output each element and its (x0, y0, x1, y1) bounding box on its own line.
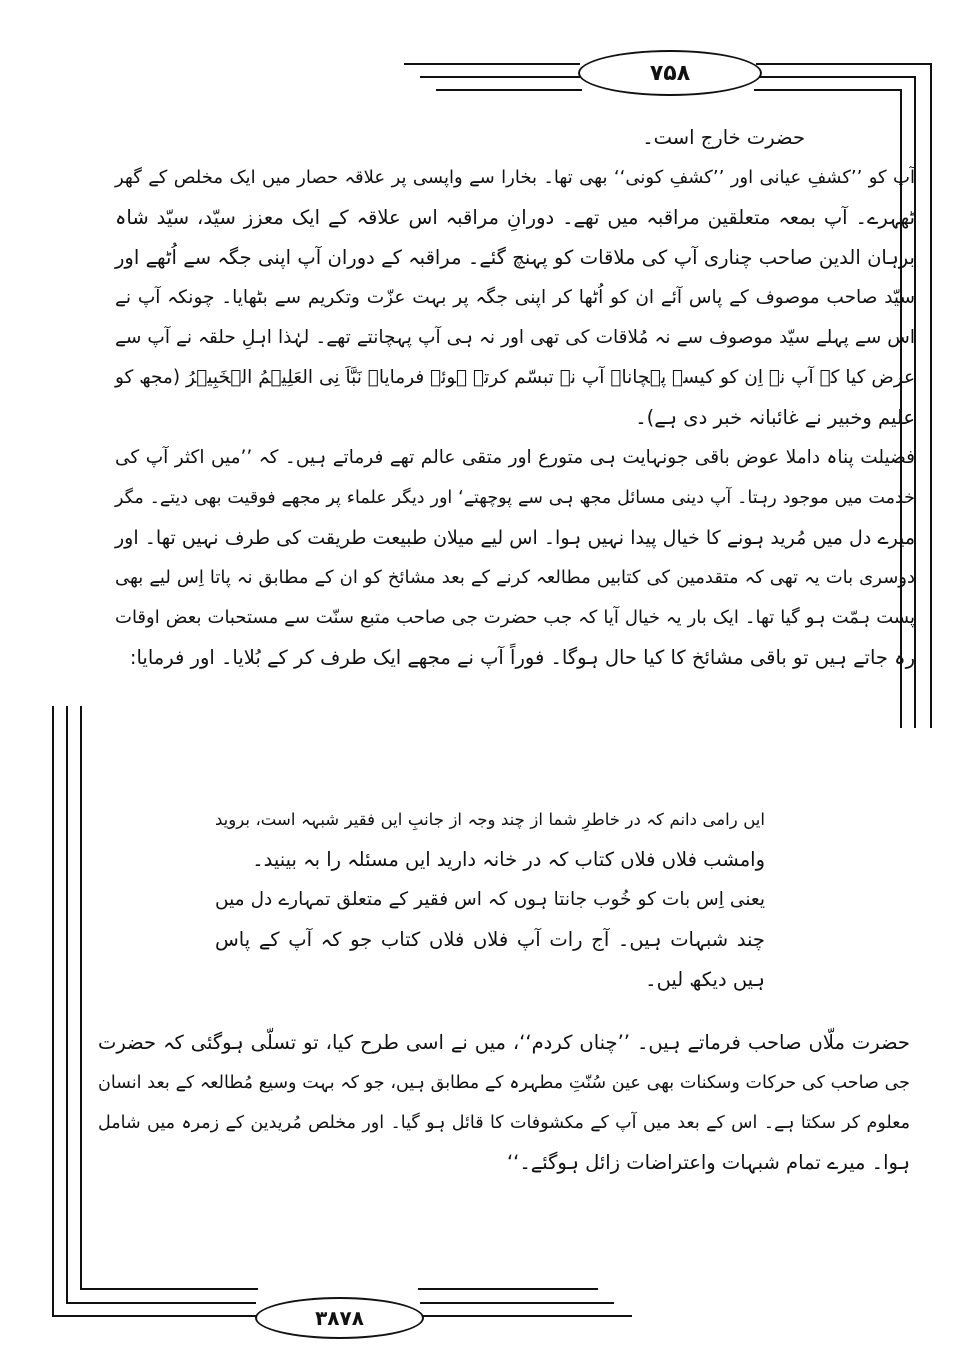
text-line: ہوا۔ میرے تمام شبہات واعتراضات زائل ہوگئے۔‘‘ (506, 1151, 910, 1174)
frame-line (756, 63, 932, 65)
frame-line (436, 89, 582, 91)
frame-line (66, 706, 68, 1303)
text-line: عرض کیا کہ آپ نے اِن کو کیسے پہچانا۔ آپ نے تبسّم کرتے ہوئے فرمایا۔ نَبَّاَ نِی العَلِیۡمُ الۡخَبِیۡرُ (مجھ کو (115, 367, 915, 388)
frame-line (66, 1302, 256, 1304)
text-line: دوسری بات یہ تھی کہ متقدمین کی کتابیں مطالعہ کرنے کے بعد مشائخ کو ان کے مطابق نہ پاتا اِس لیے بھی (115, 567, 915, 588)
text-line: آپ کو ’’کشفِ عیانی اور ’’کشفِ کونی‘‘ بھی تھا۔ بخارا سے واپسی پر علاقہ حصار میں ایک مخلص کے گھر (115, 167, 915, 188)
text-line: میرے دل میں مُرید ہونے کا خیال پیدا نہیں ہوا۔ اس لیے میلان طبیعت طریقت کی طرف نہیں تھا۔ اور (115, 527, 915, 549)
frame-line (756, 76, 916, 78)
upper-paragraphs (115, 118, 915, 678)
text-line: معلوم کر سکتا ہے۔ اس کے بعد میں آپ کے مکشوفات کا قائل ہو گیا۔ اور مخلص مُریدین کے زمرہ میں شامل (98, 1113, 910, 1133)
quote-block (215, 800, 765, 1000)
frame-line (418, 1288, 598, 1290)
text-line: اس سے پہلے سیّد موصوف سے نہ مُلاقات کی تھی اور نہ ہی آپ پہچانتے تھے۔ لہٰذا اہلِ حلقہ نے آپ سے (115, 327, 915, 348)
quote-line: چند شبہات ہیں۔ آج رات آپ فلاں فلاں کتاب جو کہ آپ کے پاس (215, 928, 765, 951)
frame-line (418, 1315, 632, 1317)
text-line: سیّد صاحب موصوف کے پاس آئے ان کو اُٹھا کر اپنی جگہ پر بہت عزّت وتکریم سے بٹھایا۔ چونکہ آپ نے (115, 287, 915, 308)
text-line: جی صاحب کی حرکات وسکنات بھی عین سُنّتِ مطہرہ کے مطابق ہیں، جو کہ بہت وسیع مُطالعہ کے بعد انسان (98, 1073, 910, 1093)
frame-line (930, 63, 932, 728)
text-line: ٹھہرے۔ آپ بمعہ متعلقین مراقبہ میں تھے۔ دورانِ مراقبہ اس علاقہ کے ایک معزز سیّد، سیّد شاہ (115, 206, 915, 229)
frame-line (754, 89, 902, 91)
frame-line (52, 706, 54, 1316)
text-line: حضرت ملّاں صاحب فرماتے ہیں۔ ’’چناں کردم‘‘، میں نے اسی طرح کیا، تو تسلّی ہوگئی کہ حضرت (98, 1031, 910, 1054)
frame-line (80, 1288, 258, 1290)
text-line: خدمت میں موجود رہتا۔ آپ دینی مسائل مجھ ہی سے پوچھتے‘ اور دیگر علماء پر مجھے فوقیت بھی دیتے۔ مگر (115, 488, 915, 508)
text-line: حضرت خارج است۔ (642, 126, 805, 149)
quote-line: ایں رامی دانم کہ در خاطرِ شما از چند وجہ از جانبِ ایں فقیر شبہہ است، بروید (215, 810, 765, 829)
text-line: برہان الدین صاحب چناری آپ کی ملاقات کو پہنچ گئے۔ مراقبہ کے دوران آپ اپنی جگہ سے اُٹھے اور (115, 246, 915, 269)
lower-paragraph (98, 1023, 910, 1183)
text-line: علیم وخبیر نے غائبانہ خبر دی ہے)۔ (635, 406, 915, 429)
text-line: پست ہمّت ہو گیا تھا۔ ایک بار یہ خیال آیا کہ جب حضرت جی صاحب متبع سنّت سے مستحبات بعض اوقات (115, 607, 915, 628)
frame-line (52, 1315, 258, 1317)
text-line: رہ جاتے ہیں تو باقی مشائخ کا کیا حال ہوگا۔ فوراً آپ نے مجھے ایک طرف کر کے بُلایا۔ اور فرمایا: (129, 646, 915, 669)
frame-line (80, 706, 82, 1290)
frame-line (404, 63, 580, 65)
quote-line: ہیں دیکھ لیں۔ (645, 968, 765, 991)
page-number-bottom: ۳۸۷۸ (255, 1297, 424, 1339)
quote-line: وامشب فلاں فلاں کتاب کہ در خانہ دارید ایں مسئلہ را بہ بینید۔ (252, 848, 765, 871)
text-line: فضیلت پناہ داملا عوض باقی جونہایت ہی متورع اور متقی عالم تھے فرماتے ہیں۔ کہ ’’میں اکثر آپ کی (115, 447, 915, 468)
frame-line (420, 76, 580, 78)
quote-line: یعنی اِس بات کو خُوب جانتا ہوں کہ اس فقیر کے متعلق تمہارے دل میں (215, 889, 765, 910)
frame-line (420, 1302, 614, 1304)
page-number-top: ۷۵۸ (578, 50, 762, 96)
